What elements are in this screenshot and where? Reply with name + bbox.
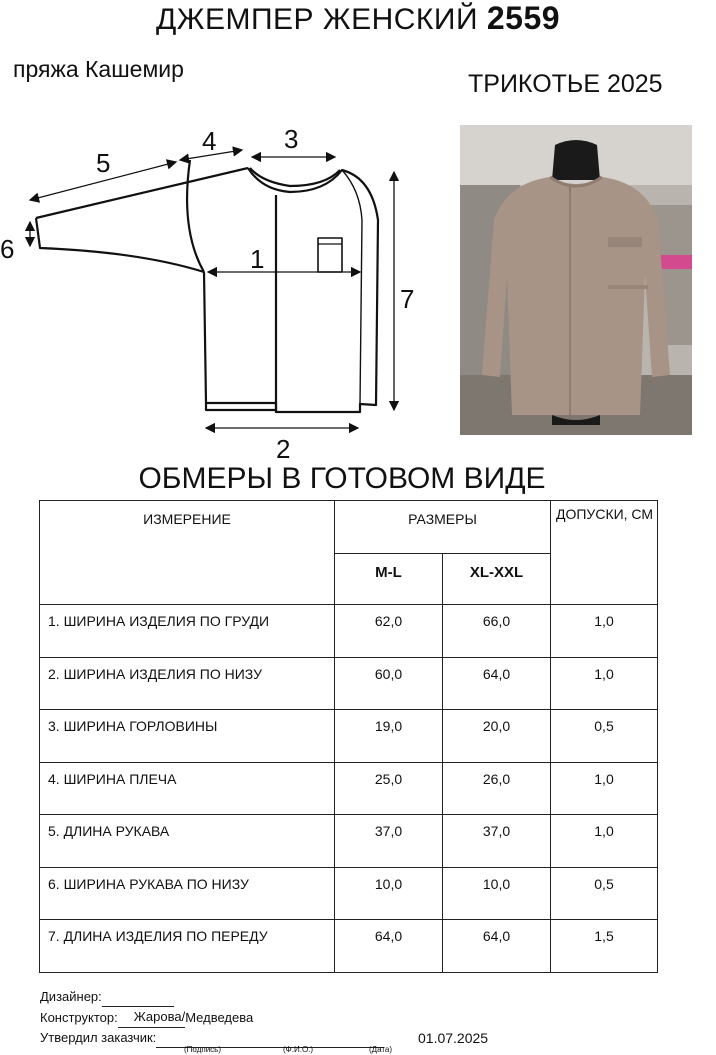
- table-row: [40, 710, 658, 763]
- constructor-name2: Медведева: [185, 1010, 254, 1025]
- value-tolerance: 1,5: [551, 920, 658, 973]
- yarn-label: пряжа Кашемир: [13, 56, 184, 82]
- table-row: [40, 657, 658, 710]
- value-ml: 37,0: [335, 815, 443, 868]
- table-row: [40, 815, 658, 868]
- designer-label: Дизайнер:: [40, 989, 102, 1004]
- measurement-name: 6. ШИРИНА РУКАВА ПО НИЗУ: [40, 867, 335, 920]
- label-6: 6: [0, 234, 15, 264]
- date-sublabel: (Дата): [369, 1045, 393, 1054]
- value-tolerance: 0,5: [551, 710, 658, 763]
- footer: [40, 987, 384, 1048]
- page-title: [0, 0, 716, 37]
- table-row: [40, 920, 658, 973]
- model-number: 2559: [486, 0, 561, 36]
- measurement-name: 7. ДЛИНА ИЗДЕЛИЯ ПО ПЕРЕДУ: [40, 920, 335, 973]
- header-sizes: РАЗМЕРЫ: [335, 501, 551, 554]
- value-tolerance: 1,0: [551, 605, 658, 658]
- value-xlxxl: 20,0: [443, 710, 551, 763]
- value-tolerance: 1,0: [551, 762, 658, 815]
- value-xlxxl: 37,0: [443, 815, 551, 868]
- value-xlxxl: 66,0: [443, 605, 551, 658]
- side-line: [342, 170, 362, 404]
- value-ml: 19,0: [335, 710, 443, 763]
- product-photo: [460, 125, 692, 435]
- value-ml: 25,0: [335, 762, 443, 815]
- signature-sublabel: (Подпись): [184, 1045, 221, 1054]
- value-ml: 62,0: [335, 605, 443, 658]
- table-row: [40, 762, 658, 815]
- garment-sketch: [0, 115, 450, 465]
- measurement-name: 1. ШИРИНА ИЗДЕЛИЯ ПО ГРУДИ: [40, 605, 335, 658]
- pocket: [318, 238, 342, 272]
- label-2: 2: [276, 434, 291, 464]
- header-tolerance: ДОПУСКИ, СМ: [551, 501, 658, 605]
- measurement-name: 2. ШИРИНА ИЗДЕЛИЯ ПО НИЗУ: [40, 657, 335, 710]
- approved-label: Утвердил заказчик:: [40, 1030, 157, 1045]
- value-tolerance: 1,0: [551, 657, 658, 710]
- measurement-name: 5. ДЛИНА РУКАВА: [40, 815, 335, 868]
- value-xlxxl: 10,0: [443, 867, 551, 920]
- value-ml: 60,0: [335, 657, 443, 710]
- value-ml: 64,0: [335, 920, 443, 973]
- constructor-label: Конструктор:: [40, 1010, 118, 1025]
- table-row: [40, 867, 658, 920]
- size-ml: M-L: [335, 554, 443, 605]
- value-tolerance: 0,5: [551, 867, 658, 920]
- constructor-name: Жарова/: [118, 1007, 185, 1028]
- measurement-name: 3. ШИРИНА ГОРЛОВИНЫ: [40, 710, 335, 763]
- header-measurement: ИЗМЕРЕНИЕ: [40, 501, 335, 605]
- value-xlxxl: 26,0: [443, 762, 551, 815]
- value-ml: 10,0: [335, 867, 443, 920]
- measurements-table: [39, 500, 658, 973]
- body-outline: [204, 168, 378, 412]
- value-xlxxl: 64,0: [443, 920, 551, 973]
- section-title: ОБМЕРЫ В ГОТОВОМ ВИДЕ: [138, 462, 546, 495]
- table-row: [40, 605, 658, 658]
- title-text: ДЖЕМПЕР ЖЕНСКИЙ: [155, 3, 479, 36]
- label-1: 1: [250, 244, 265, 274]
- document-date: 01.07.2025: [418, 1030, 489, 1046]
- value-tolerance: 1,0: [551, 815, 658, 868]
- label-3: 3: [284, 124, 299, 154]
- label-4: 4: [202, 126, 217, 156]
- size-xlxxl: XL-XXL: [443, 554, 551, 605]
- value-xlxxl: 64,0: [443, 657, 551, 710]
- label-7: 7: [400, 284, 415, 314]
- measurement-name: 4. ШИРИНА ПЛЕЧА: [40, 762, 335, 815]
- fio-sublabel: (Ф.И.О.): [283, 1045, 314, 1054]
- collection-label: ТРИКОТЬЕ 2025: [468, 70, 663, 98]
- sleeve-outline: [36, 160, 248, 272]
- label-5: 5: [96, 148, 111, 178]
